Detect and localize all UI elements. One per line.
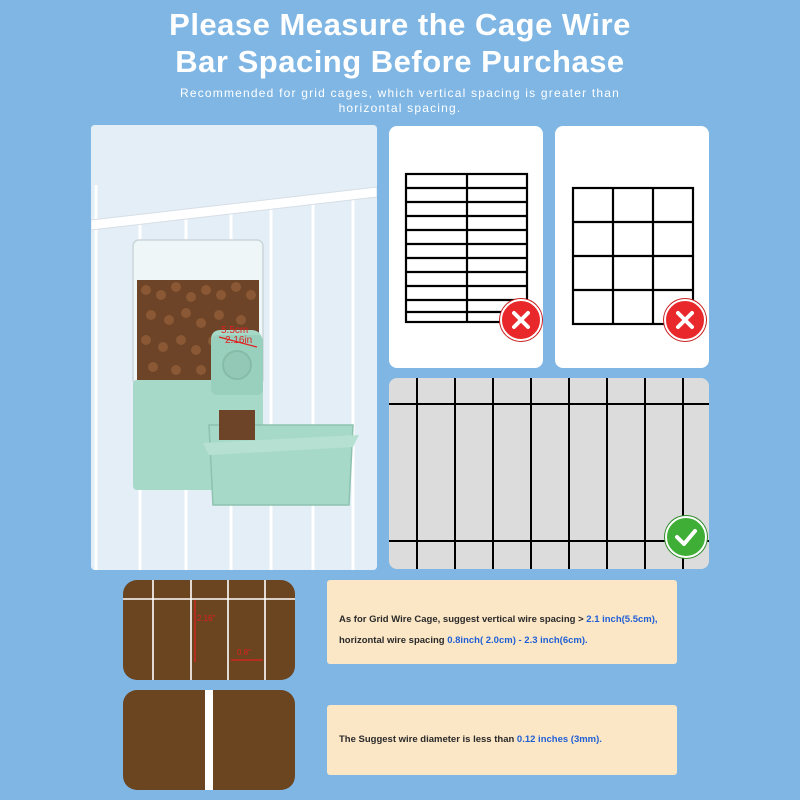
spacing-note-prefix: As for Grid Wire Cage, suggest vertical wire spacing > <box>339 614 584 625</box>
spacing-note-line2 <box>339 635 588 646</box>
title-line-1: Please Measure the Cage Wire <box>169 7 631 42</box>
vertical-spacing-value: 2.1 inch(5.5cm), <box>586 614 658 625</box>
x-icon <box>664 299 706 341</box>
check-icon <box>665 516 707 558</box>
spacing-note <box>327 580 677 664</box>
measure-imperial-label: 2.16in <box>225 335 253 346</box>
example-grid-square <box>555 126 709 368</box>
spacing-diagram <box>123 580 295 680</box>
page-title <box>0 6 800 80</box>
wire-diameter-drawing <box>123 690 295 790</box>
spacing-diagram-drawing <box>123 580 295 680</box>
wire-diameter-diagram <box>123 690 295 790</box>
horizontal-spacing-value: 0.8inch( 2.0cm) - 2.3 inch(6cm). <box>447 635 588 646</box>
diameter-note-line <box>339 734 602 745</box>
spacing-note-line1 <box>339 614 658 625</box>
measure-metric-label: 5.5cm <box>221 325 249 336</box>
feeder-photo <box>91 125 377 570</box>
subtitle: Recommended for grid cages, which vertical spacing is greater than horizontal spacing. <box>179 86 621 115</box>
horizontal-spacing-label: 0.8" <box>237 648 251 657</box>
diameter-note-prefix: The Suggest wire diameter is less than <box>339 734 515 745</box>
title-line-2: Bar Spacing Before Purchase <box>175 44 625 79</box>
diameter-value: 0.12 inches (3mm). <box>516 734 602 745</box>
spacing-note-line2-prefix: horizontal wire spacing <box>339 635 445 646</box>
vertical-spacing-label: 2.16" <box>197 614 216 623</box>
example-grid-vertical <box>389 378 709 569</box>
example-grid-narrow <box>389 126 543 368</box>
diameter-note <box>327 705 677 775</box>
feeder-illustration <box>91 125 377 570</box>
x-icon <box>500 299 542 341</box>
vertical-grid-drawing <box>389 378 709 569</box>
